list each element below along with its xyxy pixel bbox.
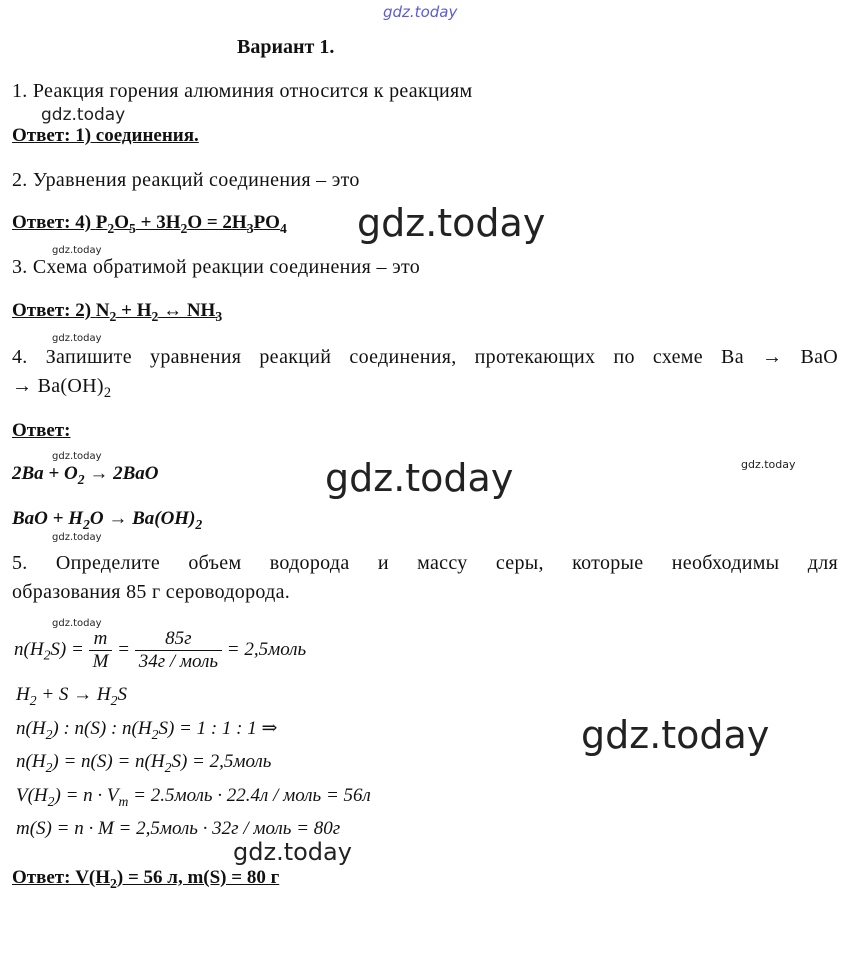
question-2: 2. Уравнения реакций соединения – это — [12, 169, 360, 191]
watermark: gdz.today — [52, 333, 102, 344]
watermark: gdz.today — [741, 458, 796, 471]
watermark-top: gdz.today — [383, 3, 458, 21]
fraction-mass-over-molar: $\frac{85г}{\text{34г / моль}}$ — [135, 628, 222, 673]
answer-4-label: Ответ: — [12, 420, 71, 441]
answer-5: Ответ: $V(H_2) = 56$ л, m(S) = 80 г — [12, 867, 280, 891]
calc-line-3: $n(H_2)$ : n(S) : $n(H_2S) = 1$ : 1 : 1 ⇒ — [16, 718, 278, 742]
calc-line-5: $V(H_2) = n \cdot V_m$ = 2.5моль · 22.4л / моль = 56л — [16, 785, 371, 809]
question-4-line-2: → $Ba(OH)_2$ — [12, 375, 112, 401]
answer-4-equation-2: BaO + $H_2O \to Ba(OH)_2$ — [12, 508, 203, 532]
question-5-line-2: образования 85 г сероводорода. — [12, 581, 291, 603]
page-title: Вариант 1. — [237, 36, 335, 58]
question-1: 1. Реакция горения алюминия относится к реакциям — [12, 80, 473, 102]
calc-line-6: m(S) = n · M = 2,5моль · 32г / моль = 80г — [16, 818, 341, 839]
answer-2-equation: $P_2O_5 + 3H_2O = 2H_3PO_4$ — [95, 212, 287, 236]
answer-3 — [12, 300, 222, 325]
watermark: gdz.today — [357, 201, 546, 245]
watermark: gdz.today — [52, 532, 102, 543]
calc-line-4: $n(H_2) = n(S) = n(H_2S)$ = 2,5моль — [16, 751, 272, 775]
watermark: gdz.today — [52, 451, 102, 462]
answer-3-prefix: Ответ: 2) — [12, 300, 96, 321]
answer-1: Ответ: 1) соединения. — [12, 125, 199, 146]
question-5-line-1: 5. Определите объем водорода и массу серы, которые необходимы для — [12, 552, 838, 574]
calc-line-2: $H_2 + S \to H_2S$ — [16, 684, 127, 708]
watermark: gdz.today — [325, 456, 514, 500]
answer-4-equation-1: $2Ba + O_2 \to 2BaO$ — [12, 463, 159, 487]
watermark: gdz.today — [52, 245, 102, 256]
watermark: gdz.today — [41, 105, 126, 125]
fraction-m-over-M: $\frac{m}{M}$ — [89, 628, 113, 673]
question-4-line-1: 4. Запишите уравнения реакций соединения, протекающих по схеме Ba → BaO — [12, 346, 838, 368]
answer-2-prefix: Ответ: 4) — [12, 212, 96, 233]
answer-2 — [12, 212, 287, 237]
watermark: gdz.today — [233, 838, 352, 866]
watermark: gdz.today — [581, 713, 770, 757]
watermark: gdz.today — [52, 618, 102, 629]
question-3: 3. Схема обратимой реакции соединения – это — [12, 256, 421, 278]
calc-line-1: $n(H_2S)$ = $\frac{m}{M}$ = $\frac{85г}{\text{34г / моль}}$ = 2,5моль — [14, 628, 307, 672]
answer-3-equation: $N_2 + H_2$ ↔ $NH_3$ — [95, 300, 223, 324]
